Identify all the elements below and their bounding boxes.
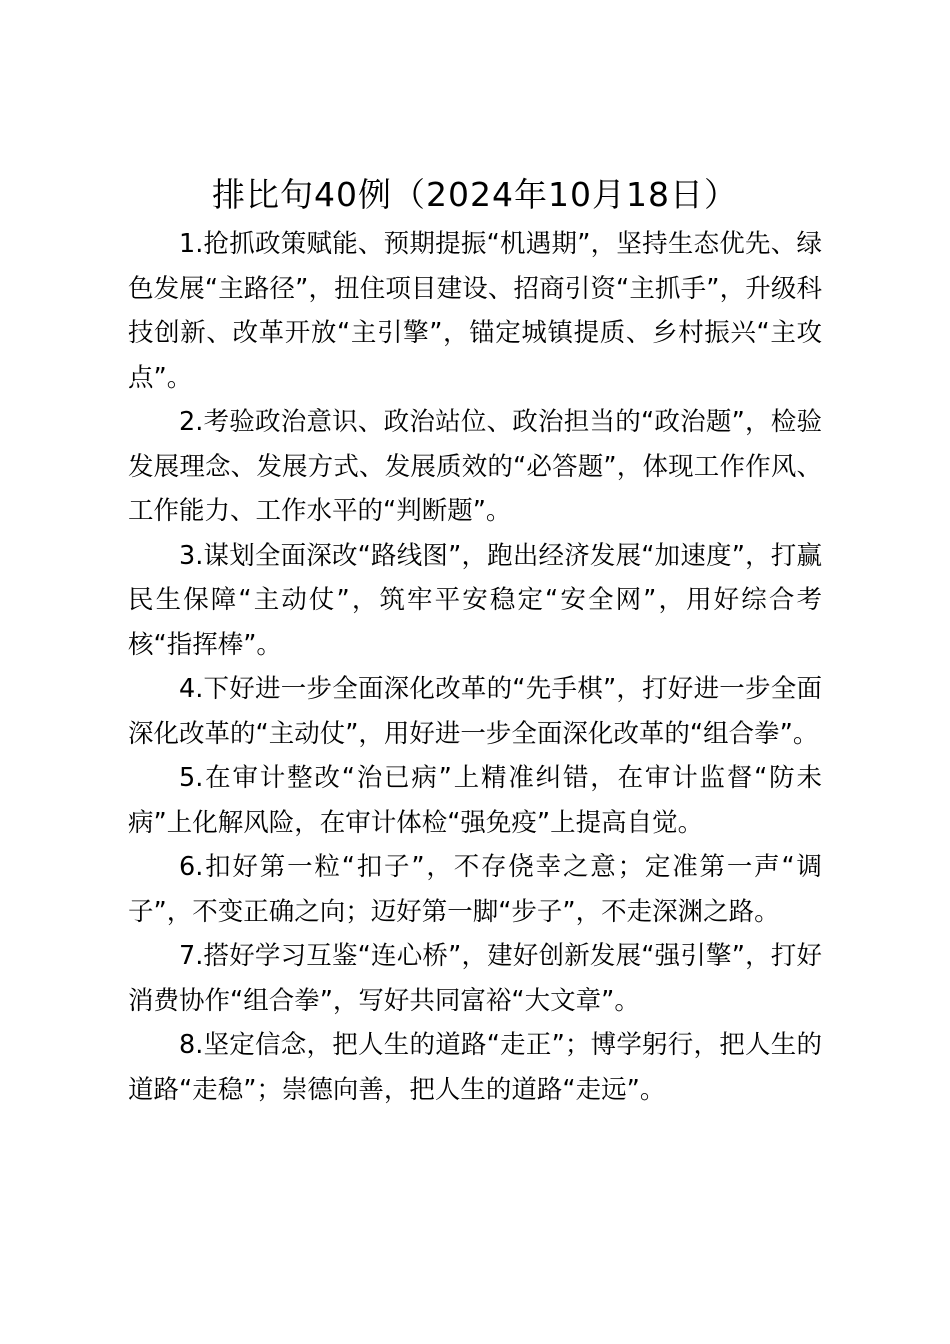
document-title: 排比句40例（2024年10月18日） [212,175,738,214]
paragraph-5: 5.在审计整改“治已病”上精准纠错，在审计监督“防未病”上化解风险，在审计体检“强免疫”上提高自觉。 [128,763,822,838]
paragraph-8: 8.坚定信念，把人生的道路“走正”；博学躬行，把人生的道路“走稳”；崇德向善，把人生的道路“走远”。 [128,1030,822,1105]
document-body [128,222,822,1112]
paragraph-3: 3.谋划全面深改“路线图”，跑出经济发展“加速度”，打赢民生保障“主动仗”，筑牢平安稳定“安全网”，用好综合考核“指挥棒”。 [128,540,822,660]
paragraph-7: 7.搭好学习互鉴“连心桥”，建好创新发展“强引擎”，打好消费协作“组合拳”，写好共同富裕“大文章”。 [128,941,822,1016]
paragraph-6: 6.扣好第一粒“扣子”，不存侥幸之意；定准第一声“调子”，不变正确之向；迈好第一脚“步子”，不走深渊之路。 [128,852,822,927]
paragraph-2: 2.考验政治意识、政治站位、政治担当的“政治题”，检验发展理念、发展方式、发展质效的“必答题”，体现工作作风、工作能力、工作水平的“判断题”。 [128,407,822,526]
paragraph-4: 4.下好进一步全面深化改革的“先手棋”，打好进一步全面深化改革的“主动仗”，用好进一步全面深化改革的“组合拳”。 [128,674,822,749]
paragraph-1: 1.抢抓政策赋能、预期提振“机遇期”，坚持生态优先、绿色发展“主路径”，扭住项目建设、招商引资“主抓手”，升级科技创新、改革开放“主引擎”，锚定城镇提质、乡村振兴“主攻点”。 [128,229,822,393]
